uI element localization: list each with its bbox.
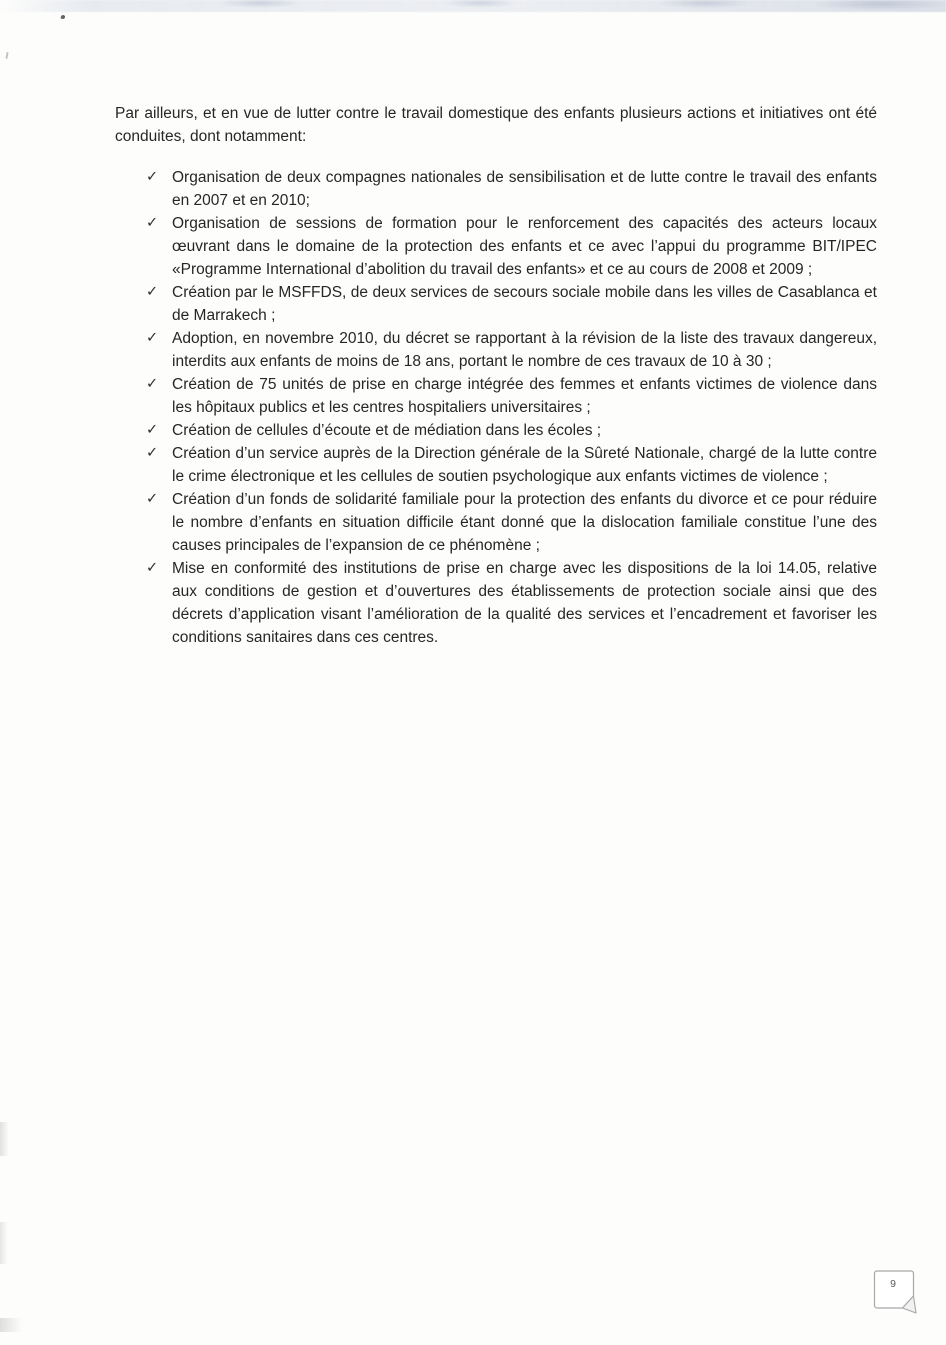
list-item — [115, 557, 877, 649]
list-item-text: Création de 75 unités de prise en charge intégrée des femmes et enfants victimes de violence dans les hôpitaux publics et les centres hospitaliers universitaires ; — [172, 376, 877, 416]
intro-paragraph: Par ailleurs, et en vue de lutter contre le travail domestique des enfants plusieurs actions et initiatives ont été conduites, dont notamment: — [115, 105, 877, 145]
checkmark-icon: ✓ — [146, 330, 159, 346]
checkmark-icon: ✓ — [146, 284, 159, 300]
list-item-text: Création d’un fonds de solidarité familiale pour la protection des enfants du divorce et ce pour réduire le nombre d’enfants en situation difficile étant donné que la dislocation familiale constitue l’une des causes principales de l’expansion de ce phénomène ; — [172, 491, 877, 554]
checkmark-icon: ✓ — [146, 376, 159, 392]
checkmark-icon: ✓ — [146, 215, 159, 231]
list-item-text: Adoption, en novembre 2010, du décret se rapportant à la révision de la liste des travaux dangereux, interdits aux enfants de moins de 18 ans, portant le nombre de ces travaux de 10 à 30 ; — [172, 330, 877, 370]
list-item-text: Organisation de sessions de formation pour le renforcement des capacités des acteurs locaux œuvrant dans le domaine de la protection des enfants et ce avec l’appui du programme BIT/IPEC «Programme International d’abolition du travail des enfants» et ce au cours de 2008 et 2009 ; — [172, 215, 877, 278]
checkmark-icon: ✓ — [146, 169, 159, 185]
list-item — [115, 419, 877, 442]
list-item — [115, 281, 877, 327]
list-item — [115, 373, 877, 419]
scan-artifact — [5, 52, 8, 59]
scan-artifact — [0, 1122, 9, 1156]
list-item-text: Mise en conformité des institutions de prise en charge avec les dispositions de la loi 14.05, relative aux conditions de gestion et d’ouvertures des établissements de protection sociale ainsi que des décrets d’application visant l’amélioration de la qualité des services et l’encadrement et favoriser les conditions sanitaires dans ces centres. — [172, 560, 877, 646]
scan-edge-artifact — [0, 0, 946, 12]
list-item — [115, 488, 877, 557]
checkmark-icon: ✓ — [146, 445, 159, 461]
page-corner-icon — [871, 1268, 923, 1320]
scan-artifact — [0, 1318, 22, 1332]
list-item-text: Création d’un service auprès de la Direction générale de la Sûreté Nationale, chargé de la lutte contre le crime électronique et les cellules de soutien psychologique aux enfants victimes de violence ; — [172, 445, 877, 485]
page-number-box — [871, 1268, 923, 1320]
list-item — [115, 442, 877, 488]
page-number: 9 — [890, 1278, 896, 1290]
scan-artifact — [0, 1222, 8, 1264]
list-item-text: Organisation de deux compagnes nationales de sensibilisation et de lutte contre le travail des enfants en 2007 et en 2010; — [172, 169, 877, 209]
scan-artifact — [60, 14, 65, 19]
checkmark-icon: ✓ — [146, 491, 159, 507]
checkmark-icon: ✓ — [146, 422, 159, 438]
checkmark-icon: ✓ — [146, 560, 159, 576]
list-item-text: Création de cellules d’écoute et de médiation dans les écoles ; — [172, 422, 602, 439]
document-body — [115, 102, 877, 649]
list-item — [115, 166, 877, 212]
list-item-text: Création par le MSFFDS, de deux services de secours sociale mobile dans les villes de Casablanca et de Marrakech ; — [172, 284, 877, 324]
bullet-list — [115, 166, 877, 649]
list-item — [115, 212, 877, 281]
list-item — [115, 327, 877, 373]
